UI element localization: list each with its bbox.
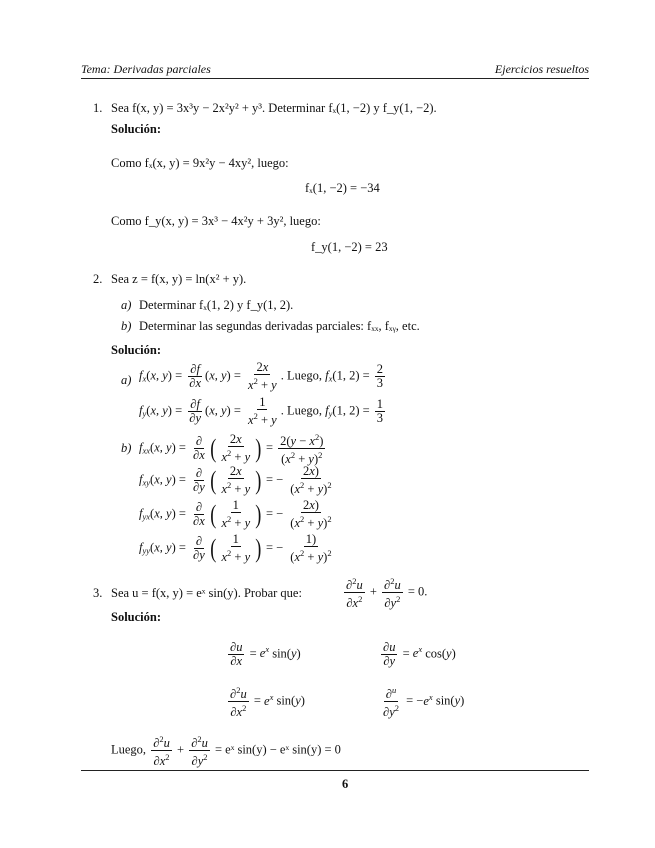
solution-3-luego: Luego,: [111, 742, 147, 757]
problem-2-statement: Sea z = f(x, y) = ln(x² + y).: [111, 272, 247, 286]
header-left: Tema: Derivadas parciales: [81, 62, 211, 76]
problem-1-number: 1.: [93, 101, 103, 115]
solution-3-conclusion: Luego, $\frac{\partial^2u}{\partial x^2}$ + $\frac{\partial^2u}{\partial y^2}$ = eˣ sin(y) − eˣ sin(y) = 0: [111, 734, 341, 769]
solution-3-uxx: $\frac{\partial^2u}{\partial x^2}$ = $e^x$ sin(y): [230, 685, 305, 720]
problem-3-number: 3.: [93, 586, 103, 600]
solution-2a-label: a): [121, 373, 132, 387]
solution-3-final: = eˣ sin(y) − eˣ sin(y) = 0: [215, 742, 341, 757]
header-rule: [81, 78, 589, 79]
problem-1-line-1: Como fₓ(x, y) = 9x²y − 4xy², luego:: [111, 156, 289, 170]
solution-2b-fxx: $f_{xx}(x$, y) = $\frac{\partial}{\partial x}$ ( $\frac{2x}{x^2 + y}$ ) = $\frac{2(y - x^2)}{(x^2 + y)^2}$: [139, 432, 324, 467]
solution-3-uyy: $\frac{\partial^u}{\partial y^2}$ = $-e^x$ sin(y): [383, 685, 465, 720]
header-right: Ejercicios resueltos: [494, 62, 589, 76]
problem-3-statement: Sea u = f(x, y) = eˣ sin(y). Probar que:: [111, 586, 302, 600]
problem-2-part-b-label: b): [121, 319, 132, 333]
problem-1-solution-label: Solución:: [111, 122, 162, 136]
problem-1-line-2: Como f_y(x, y) = 3x³ − 4x²y + 3y², luego:: [111, 214, 321, 228]
solution-2b-fxy: $f_{xy}(x$, y) = $\frac{\partial}{\partial y}$ ( $\frac{2x}{x^2 + y}$ ) = − $\frac{2x)}{(x^2 + y)^2}$: [139, 464, 332, 497]
problem-2-solution-label: Solución:: [111, 343, 162, 357]
solution-2a-fy-luego: . Luego,: [280, 403, 323, 418]
page-number: 6: [342, 777, 349, 791]
problem-1-statement: Sea f(x, y) = 3x³y − 2x²y² + y³. Determinar fₓ(1, −2) y f_y(1, −2).: [111, 101, 437, 115]
solution-2a-fx: $f_x(x$, y) = $\frac{\partial f}{\partial x}$ (x, y) = $\frac{2x}{x^2 + y}$ . Luego, $f_x(1$, 2) = $\frac{2}{3}$: [139, 360, 384, 393]
problem-1-equation-2: f_y(1, −2) = 23: [311, 240, 388, 254]
problem-1-equation-1: fₓ(1, −2) = −34: [305, 181, 380, 195]
solution-2b-fyx: $f_{yx}(x$, y) = $\frac{\partial}{\partial x}$ ( $\frac{1}{x^2 + y}$ ) = − $\frac{2x)}{(x^2 + y)^2}$: [139, 498, 332, 531]
problem-2-part-b-text: Determinar las segundas derivadas parciales: fₓₓ, fₓᵧ, etc.: [139, 319, 420, 333]
solution-2b-fyy: $f_{yy}(x$, y) = $\frac{\partial}{\partial y}$ ( $\frac{1}{x^2 + y}$ ) = − $\frac{1)}{(x^2 + y)^2}$: [139, 532, 332, 565]
problem-2-part-a-label: a): [121, 298, 132, 312]
solution-2a-fx-luego: . Luego,: [280, 368, 323, 383]
solution-2b-label: b): [121, 441, 132, 455]
problem-2-part-a-text: Determinar fₓ(1, 2) y f_y(1, 2).: [139, 298, 294, 312]
solution-2a-fy: $f_y(x$, y) = $\frac{\partial f}{\partial y}$ (x, y) = $\frac{1}{x^2 + y}$ . Luego, $f_y(1$, 2) = $\frac{1}{3}$: [139, 395, 384, 428]
problem-3-solution-label: Solución:: [111, 610, 162, 624]
footer-rule: [81, 770, 589, 771]
problem-3-laplace-equation: $\frac{\partial^2u}{\partial x^2}$ + $\frac{\partial^2u}{\partial y^2}$ = 0.: [346, 576, 428, 611]
solution-3-uy: $\frac{\partial u}{\partial y}$ = $e^x$ cos(y): [383, 640, 456, 668]
solution-3-ux: $\frac{\partial u}{\partial x}$ = $e^x$ sin(y): [230, 640, 301, 668]
problem-2-number: 2.: [93, 272, 103, 286]
